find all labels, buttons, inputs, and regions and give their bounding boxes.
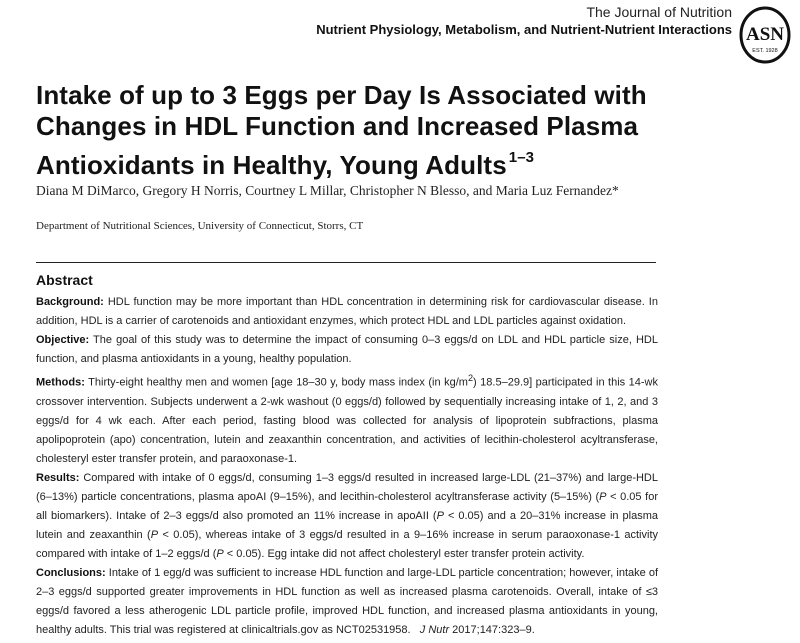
logo-est-text: EST. 1928	[752, 48, 778, 54]
conclusions-text: Intake of 1 egg/d was sufficient to increase HDL function and large-LDL particle concentration; however, intake of 2–3 eggs/d supported greater improvements in HDL function as well as increased plasma carotenoids. Overall, intake of ≤3 eggs/d favored a less atherogenic LDL particle profile, improved HDL function, and increased plasma antioxidants in young, healthy adults. This trial was registered at clinicaltrials.gov as NCT02531958.	[36, 566, 658, 636]
abstract-objective	[36, 331, 658, 369]
citation-journal: J Nutr	[419, 623, 450, 636]
asn-logo-graphic	[738, 6, 792, 64]
title-footnote-marker: 1–3	[508, 149, 535, 166]
results-p-value-3: P	[150, 528, 159, 541]
background-text: HDL function may be more important than HDL concentration in determining risk for cardiovascular disease. In addition, HDL is a carrier of carotenoids and antioxidant enzymes, which protect HDL and LDL particles against oxidation.	[36, 296, 658, 327]
results-text-2: < 0.05 for all biomarkers). Intake of 2–3 eggs/d also promoted an 11% increase in apoAII (	[36, 490, 658, 522]
abstract-conclusions	[36, 564, 658, 640]
abstract-results	[36, 469, 658, 564]
affiliation: Department of Nutritional Sciences, University of Connecticut, Storrs, CT	[36, 220, 364, 232]
journal-section: Nutrient Physiology, Metabolism, and Nutrient-Nutrient Interactions	[316, 22, 732, 37]
journal-header	[316, 4, 732, 39]
abstract-heading: Abstract	[36, 272, 93, 288]
article-title	[36, 80, 736, 181]
objective-text: The goal of this study was to determine the impact of consuming 0–3 eggs/d on LDL and HDL particle size, HDL function, and plasma antioxidants in a young, healthy population.	[36, 334, 658, 365]
methods-text-1: Thirty-eight healthy men and women [age 18–30 y, body mass index (in kg/m	[84, 376, 468, 389]
abstract-body	[36, 293, 658, 640]
asn-logo	[738, 6, 792, 64]
methods-superscript: 2	[467, 373, 474, 383]
logo-text: ASN	[745, 24, 785, 45]
conclusions-label: Conclusions:	[36, 566, 106, 579]
results-text-1: Compared with intake of 0 eggs/d, consuming 1–3 eggs/d resulted in increased large-LDL (21–37%) and large-HDL (6–13%) particle concentrations, plasma apoAI (9–15%), and lecithin-cholesterol acyltransferase activity (5–15%) (	[36, 471, 658, 503]
section-divider	[36, 262, 656, 263]
results-p-value-4: P	[216, 547, 224, 560]
results-p-value-1: P	[599, 490, 607, 503]
methods-label: Methods:	[36, 376, 85, 389]
results-label: Results:	[36, 471, 80, 484]
results-text-3: < 0.05) and a 20–31% increase in plasma lutein and zeaxanthin (	[36, 509, 658, 541]
citation-reference: 2017;147:323–9.	[449, 623, 535, 636]
results-text-4: < 0.05), whereas intake of 3 eggs/d resulted in a 9–16% increase in serum paraoxonase-1 activity compared with intake of 1–2 eggs/d (	[36, 528, 659, 560]
abstract-methods	[36, 369, 658, 469]
background-label: Background:	[36, 296, 104, 308]
abstract-background	[36, 293, 658, 331]
methods-text-2: ) 18.5–29.9] participated in this 14-wk crossover intervention. Subjects underwent a 2-wk washout (0 eggs/d) followed by sequentially increasing intake of 1, 2, and 3 eggs/d for 4 wk each. After each period, fasting blood was collected for analysis of lipoprotein subfractions, plasma apolipoprotein (apo) concentration, lutein and zeaxanthin concentration, and activities of lecithin-cholesterol acyltransferase, cholesteryl ester transfer protein, and paraoxonase-1.	[36, 376, 659, 465]
author-list: Diana M DiMarco, Gregory H Norris, Courtney L Millar, Christopher N Blesso, and Maria Luz Fernandez*	[36, 183, 619, 198]
results-p-value-2: P	[436, 509, 444, 522]
article-title-text: Intake of up to 3 Eggs per Day Is Associated with Changes in HDL Function and Increased Plasma Antioxidants in Healthy, Young Adults	[36, 80, 647, 180]
results-text-5: < 0.05). Egg intake did not affect cholesteryl ester transfer protein activity.	[223, 547, 585, 560]
objective-label: Objective:	[36, 334, 90, 346]
journal-name: The Journal of Nutrition	[586, 4, 732, 20]
